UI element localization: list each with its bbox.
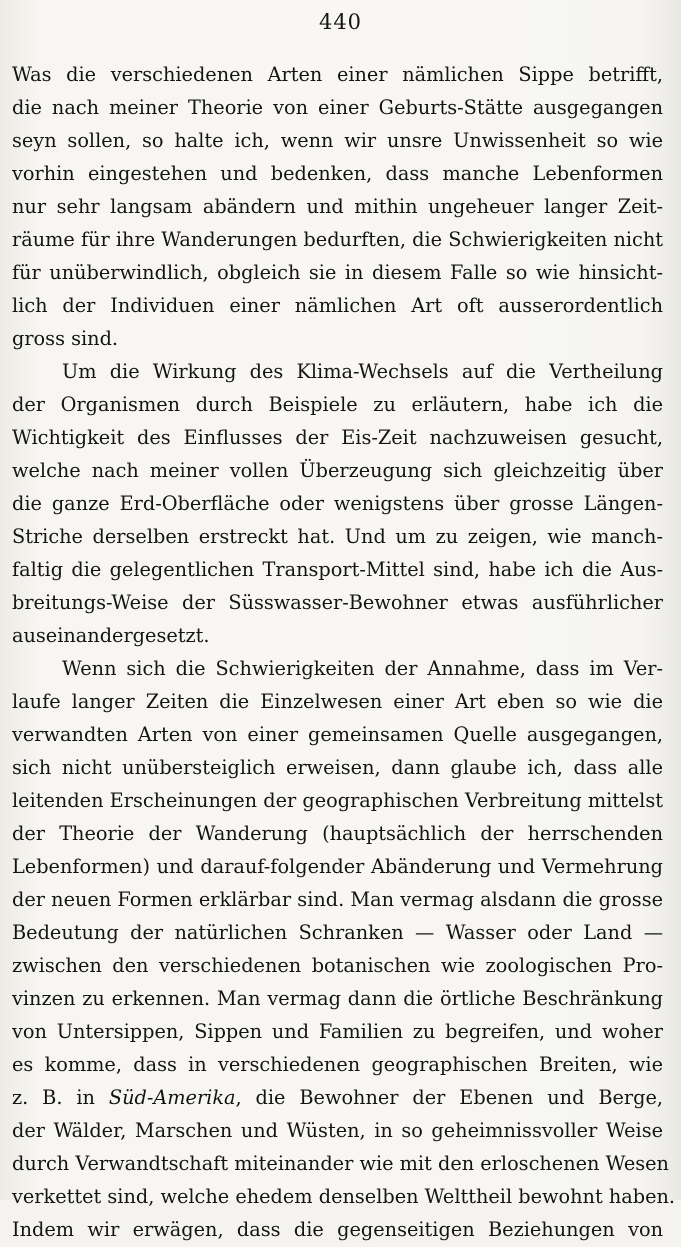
text-line: sich nicht unübersteiglich erweisen, dann glaube ich, dass alle [12,756,663,779]
text-line: Lebenformen) und darauf-folgender Abänderung und Vermehrung [12,855,663,878]
text-line: Wichtigkeit des Einflusses der Eis-Zeit nachzuweisen gesucht, [12,426,663,449]
text-line: Bedeutung der natürlichen Schranken — Wasser oder Land — [12,921,663,944]
text-line: der Organismen durch Beispiele zu erläutern, habe ich die [12,393,663,416]
emphasized-place-name: Süd-Amerika [108,1086,236,1109]
text-line: verkettet sind, welche ehedem denselben Welttheil bewohnt haben. [12,1185,676,1208]
text-line: welche nach meiner vollen Überzeugung sich gleichzeitig über [12,459,663,482]
paragraph-first-line: Wenn sich die Schwierigkeiten der Annahme, dass im Ver- [62,657,663,680]
text-line: von Untersippen, Sippen und Familien zu begreifen, und woher [12,1020,663,1043]
text-line: seyn sollen, so halte ich, wenn wir unsre Unwissenheit so wie [12,129,663,152]
page-number: 440 [318,10,363,34]
text-line: vinzen zu erkennen. Man vermag dann die örtliche Beschränkung [12,987,663,1010]
text-line: lich der Individuen einer nämlichen Art oft ausserordentlich [12,294,663,317]
text-line-with-emphasis [12,1081,663,1115]
text-line: der neuen Formen erklärbar sind. Man vermag alsdann die grosse [12,888,663,911]
text-line: faltig die gelegentlichen Transport-Mittel sind, habe ich die Aus- [12,558,663,581]
text-line: für unüberwindlich, obgleich sie in diesem Falle so wie hinsicht- [12,261,663,284]
paragraph-end-line: gross sind. [12,327,119,350]
text-line: Was die verschiedenen Arten einer nämlichen Sippe betrifft, [12,63,663,86]
text-line: durch Verwandtschaft miteinander wie mit den erloschenen Wesen [12,1152,669,1175]
paragraph-first-line: Um die Wirkung des Klima-Wechsels auf die Vertheilung [62,360,663,383]
text-segment: , die Bewohner der Ebenen und Berge, [235,1086,663,1109]
text-line: Indem wir erwägen, dass die gegenseitigen Beziehungen von [12,1218,663,1241]
text-line: die ganze Erd-Oberfläche oder wenigstens über grosse Längen- [12,492,663,515]
text-line: leitenden Erscheinungen der geographischen Verbreitung mittelst [12,789,663,812]
text-line: laufe langer Zeiten die Einzelwesen einer Art eben so wie die [12,690,663,713]
text-line: der Wälder, Marschen und Wüsten, in so geheimnissvoller Weise [12,1119,663,1142]
text-line: der Theorie der Wanderung (hauptsächlich der herrschenden [12,822,663,845]
text-line: verwandten Arten von einer gemeinsamen Quelle ausgegangen, [12,723,663,746]
text-line: zwischen den verschiedenen botanischen wie zoologischen Pro- [12,954,663,977]
text-line: vorhin eingestehen und bedenken, dass manche Lebenformen [12,162,663,185]
text-line: nur sehr langsam abändern und mithin ungeheuer langer Zeit- [12,195,663,218]
paragraph-end-line: auseinandergesetzt. [12,624,210,647]
text-line: die nach meiner Theorie von einer Geburts-Stätte ausgegangen [12,96,663,119]
text-segment: z. B. in [12,1086,109,1109]
text-line: breitungs-Weise der Süsswasser-Bewohner etwas ausführlicher [12,591,663,614]
text-line: es komme, dass in verschiedenen geographischen Breiten, wie [12,1053,663,1076]
text-line: Striche derselben erstreckt hat. Und um zu zeigen, wie manch- [12,525,663,548]
text-line: räume für ihre Wanderungen bedurften, die Schwierigkeiten nicht [12,228,663,251]
